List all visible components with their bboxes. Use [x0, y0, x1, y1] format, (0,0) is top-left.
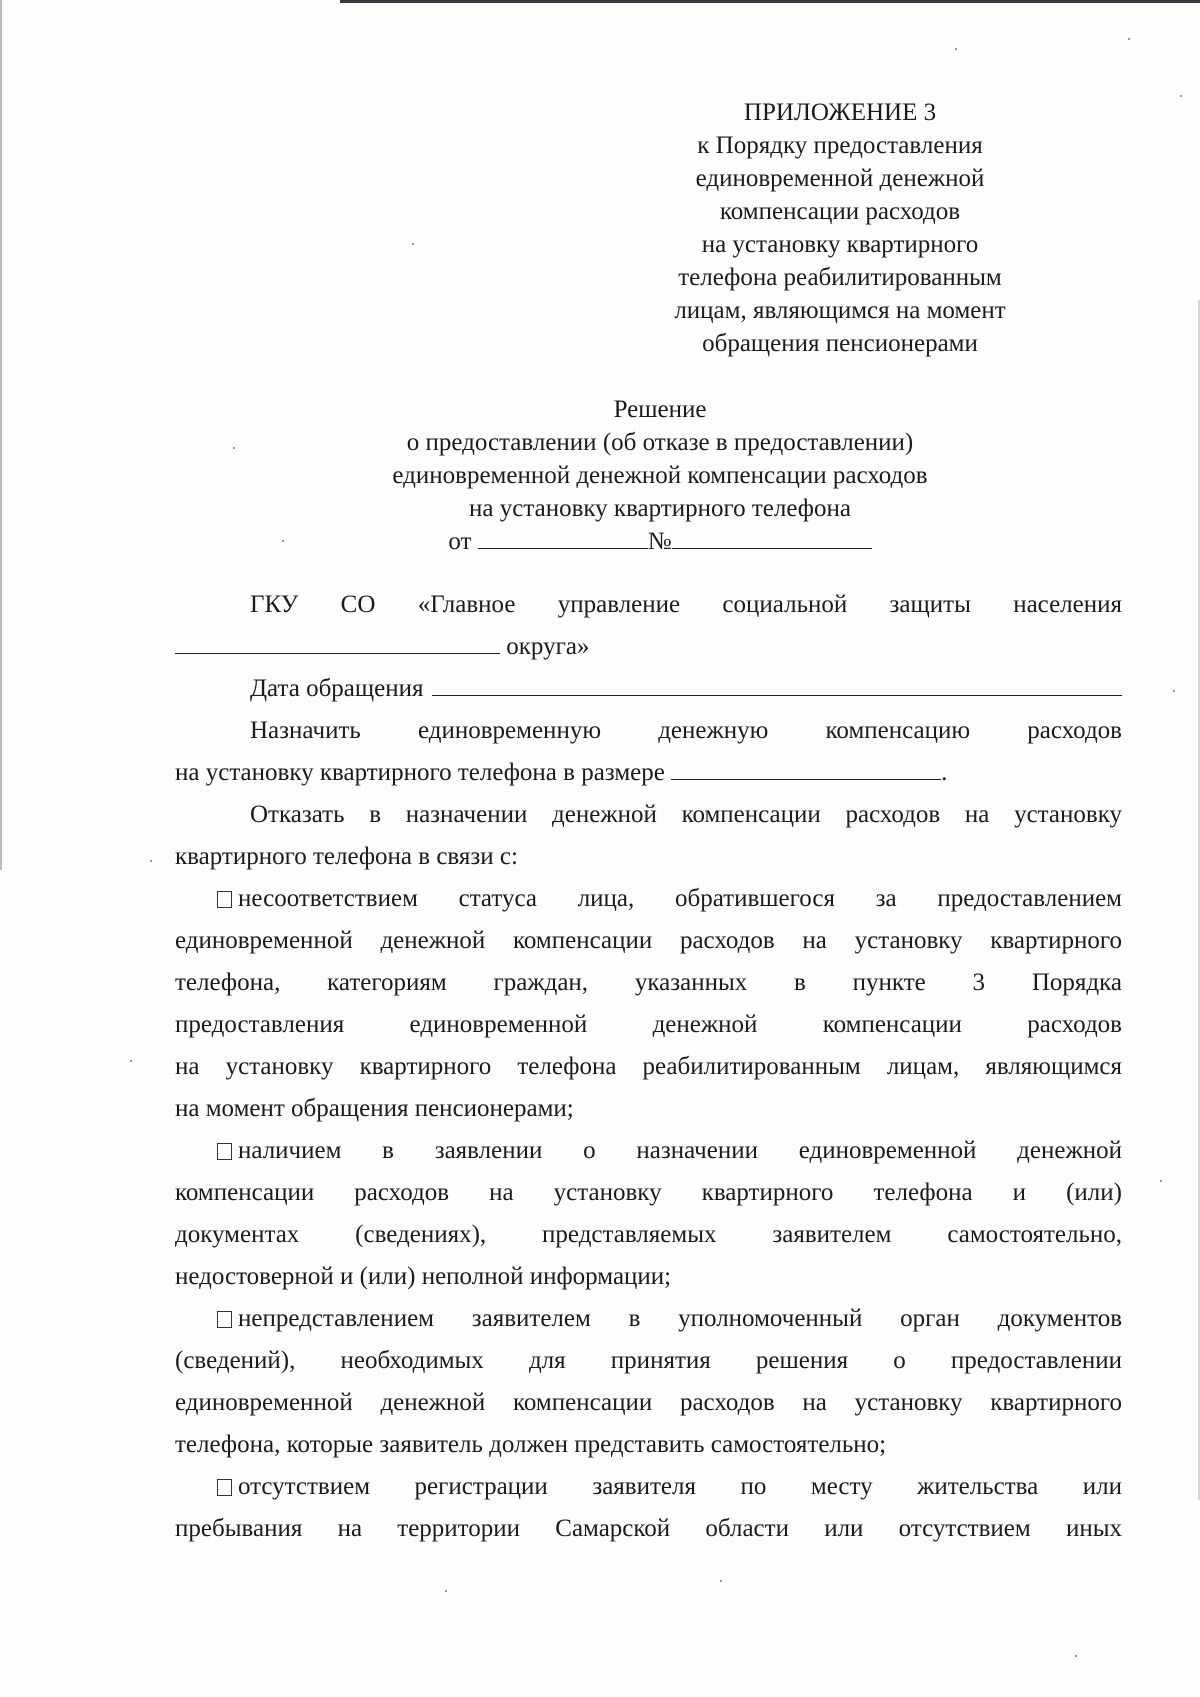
scan-speck: [233, 447, 235, 449]
annex-header: [660, 96, 1020, 360]
refuse-line-2: квартирного телефона в связи с:: [175, 843, 518, 870]
scan-speck: [1128, 38, 1130, 40]
reason-text-line: единовременной денежной компенсации расходов на установку квартирного: [175, 927, 1122, 954]
scan-speck: [150, 860, 152, 862]
reason-text-line: на установку квартирного телефона реабилитированным лицам, являющимся: [175, 1053, 1122, 1080]
decision-title: Решение: [613, 396, 707, 423]
annex-line: единовременной денежной: [695, 165, 985, 192]
scan-speck: [1160, 1180, 1162, 1182]
reason-item: непредставлением заявителем в уполномоченный орган документов: [175, 1298, 1122, 1340]
decision-number-field[interactable]: [672, 526, 872, 549]
reason-text-line: компенсации расходов на установку квартирного телефона и (или): [175, 1179, 1122, 1206]
reason-item: наличием в заявлении о назначении единовременной денежной: [175, 1130, 1122, 1172]
annex-line: обращения пенсионерами: [702, 330, 978, 357]
annex-line: на установку квартирного: [701, 231, 979, 258]
number-label: №: [647, 528, 672, 555]
annex-title: ПРИЛОЖЕНИЕ 3: [743, 99, 937, 126]
decision-date-field[interactable]: [478, 526, 648, 549]
scan-speck: [1180, 95, 1182, 97]
scan-speck: [412, 243, 414, 245]
district-suffix: округа»: [506, 633, 590, 660]
decision-subtitle: о предоставлении (об отказе в предоставлении): [406, 429, 914, 456]
district-field[interactable]: [175, 631, 500, 654]
reason-text-line: пребывания на территории Самарской области или отсутствием иных: [175, 1515, 1122, 1542]
annex-line: компенсации расходов: [719, 198, 961, 225]
annex-line: к Порядку предоставления: [697, 132, 983, 159]
org-line-2: [175, 626, 1122, 668]
scan-speck: [282, 540, 284, 542]
reason-text-line: документах (сведениях), представляемых заявителем самостоятельно,: [175, 1221, 1122, 1248]
reason-text-line: на момент обращения пенсионерами;: [175, 1095, 574, 1122]
scan-speck: [720, 1580, 722, 1582]
from-label: от: [448, 528, 472, 555]
reason-text-line: телефона, которые заявитель должен представить самостоятельно;: [175, 1431, 887, 1458]
request-date-row: [175, 668, 1122, 710]
scan-speck: [130, 1060, 132, 1062]
decision-subtitle: на установку квартирного телефона: [469, 495, 851, 522]
reason-item: несоответствием статуса лица, обратившегося за предоставлением: [175, 878, 1122, 920]
decision-date-number-line: [448, 525, 871, 558]
reason-text-line: недостоверной и (или) неполной информации;: [175, 1263, 672, 1290]
scan-left-edge: [0, 0, 2, 870]
reason-checkbox[interactable]: [217, 1143, 232, 1160]
request-date-field[interactable]: [432, 673, 1123, 696]
reason-checkbox[interactable]: [217, 891, 232, 908]
org-line: ГКУ СО «Главное управление социальной защиты населения: [250, 591, 1122, 618]
scan-speck: [445, 1590, 447, 1592]
reason-checkbox[interactable]: [217, 1311, 232, 1328]
assign-line-2: на установку квартирного телефона в размере .: [175, 759, 948, 786]
decision-title-block: [300, 393, 1020, 558]
refuse-line: Отказать в назначении денежной компенсации расходов на установку: [250, 801, 1122, 828]
amount-field[interactable]: [671, 757, 941, 780]
reason-text-line: предоставления единовременной денежной компенсации расходов: [175, 1011, 1122, 1038]
reason-text-line: (сведений), необходимых для принятия решения о предоставлении: [175, 1347, 1122, 1374]
scan-top-edge: [340, 0, 1200, 3]
scan-speck: [1075, 1655, 1077, 1657]
request-date-label: Дата обращения: [250, 675, 424, 702]
annex-line: лицам, являющимся на момент: [674, 297, 1006, 324]
reason-checkbox[interactable]: [217, 1479, 232, 1496]
reason-text-line: телефона, категориям граждан, указанных в пункте 3 Порядка: [175, 969, 1122, 996]
decision-subtitle: единовременной денежной компенсации расходов: [392, 462, 928, 489]
annex-line: телефона реабилитированным: [678, 264, 1002, 291]
reason-text-line: единовременной денежной компенсации расходов на установку квартирного: [175, 1389, 1122, 1416]
decision-body: [175, 584, 1122, 1550]
scan-speck: [955, 48, 957, 50]
scan-speck: [1173, 690, 1175, 692]
assign-line: Назначить единовременную денежную компенсацию расходов: [250, 717, 1122, 744]
reason-item: отсутствием регистрации заявителя по месту жительства или: [175, 1466, 1122, 1508]
